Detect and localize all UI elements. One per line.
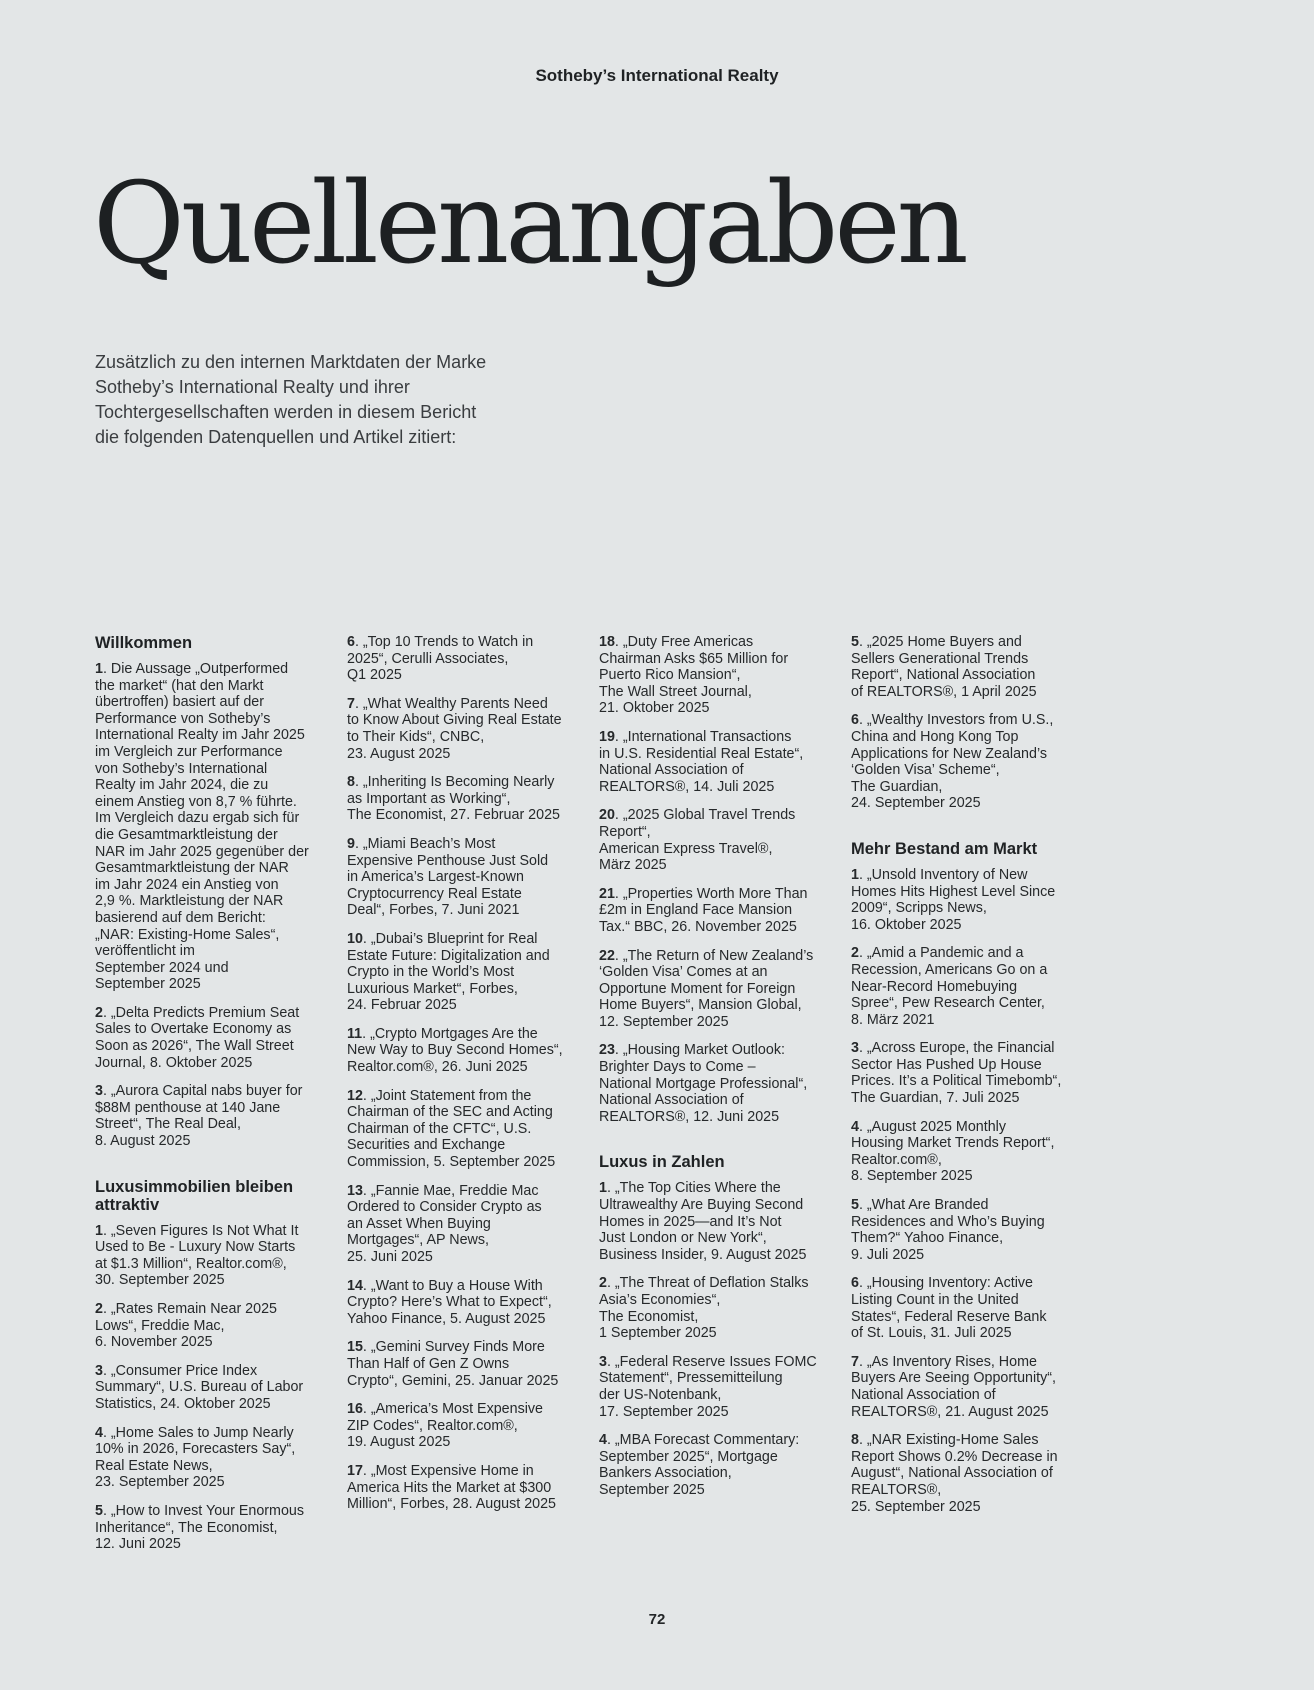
source-number: 15 [347,1339,363,1356]
source-line: 17. September 2025 [599,1403,729,1420]
source-line: 12. September 2025 [599,1013,729,1030]
source-line: Business Insider, 9. August 2025 [599,1246,807,1263]
source-line: 9. Juli 2025 [851,1246,925,1263]
source-entry: 7. „As Inventory Rises, Home Buyers Are Seeing Opportunity“, National Association of REALTORS®, 21. August 2025 [851,1353,1057,1420]
source-line: Report“, [599,823,651,840]
source-line: September 2025 [95,976,201,993]
source-line: Im Vergleich dazu ergab sich für [95,810,300,827]
source-entry: 19. „International Transactions in U.S. Residential Real Estate“, National Association of REALTORS®, 14. Juli 2025 [599,728,804,795]
source-line: NAR im Jahr 2025 gegenüber der [95,843,309,860]
source-line: „2025 Global Travel Trends [622,807,796,824]
source-entry: 18. „Duty Free Americas Chairman Asks $65 Million for Puerto Rico Mansion“, The Wall Street Journal, 21. Oktober 2025 [599,634,789,717]
source-line: im Jahr 2024 ein Anstieg von [95,876,279,893]
source-line: Asia’s Economies“, [599,1292,721,1308]
source-number: 14 [347,1277,363,1294]
source-line: im Vergleich zur Performance [95,743,283,760]
source-line: The Economist, [599,1308,699,1325]
source-line: „Joint Statement from the [370,1087,532,1104]
source-line: „What Are Branded [866,1197,989,1214]
source-line: ‘Golden Visa’ Comes at an [599,964,768,981]
source-line: Chairman of the CFTC“, U.S. [347,1120,532,1137]
section-heading: Mehr Bestand am Markt [851,839,1038,858]
intro-line: Tochtergesellschaften werden in diesem Bericht [95,402,477,422]
source-line: die Gesamtmarktleistung der [95,826,278,843]
source-line: ZIP Codes“, Realtor.com®, [347,1417,518,1434]
source-entry: 8. „Inheriting Is Becoming Nearly as Important as Working“, The Economist, 27. Februar 2025 [347,774,560,824]
sources-column-4 [851,634,1089,1527]
source-line: „Fannie Mae, Freddie Mac [370,1182,539,1199]
source-line: The Wall Street Journal, [599,683,752,700]
source-line: „Properties Worth More Than [622,885,808,902]
source-entry: 20. „2025 Global Travel Trends Report“, American Express Travel®, März 2025 [599,807,796,874]
source-number: 5 [851,1197,859,1214]
intro-line: Zusätzlich zu den internen Marktdaten der Marke [95,352,487,372]
source-line: „Gemini Survey Finds More [370,1339,545,1356]
source-line: „Home Sales to Jump Nearly [110,1424,294,1441]
source-line: Sector Has Pushed Up House [851,1056,1042,1073]
source-line: Securities and Exchange [347,1137,506,1154]
source-line: States“, Federal Reserve Bank [851,1308,1047,1325]
source-number: 3 [95,1083,103,1100]
source-line: „America’s Most Expensive [370,1401,544,1418]
source-line: Them?“ Yahoo Finance, [851,1230,1004,1247]
source-entry: 9. „Miami Beach’s Most Expensive Penthouse Just Sold in America’s Largest-Known Cryptocurrency Real Estate Deal“, Forbes, 7. Juni 2021 [347,835,549,919]
source-line: „NAR Existing-Home Sales [866,1432,1039,1449]
source-number: 17 [347,1462,363,1479]
source-line: „Across Europe, the Financial [866,1040,1055,1057]
source-line: Statistics, 24. Oktober 2025 [95,1395,271,1412]
source-entry: 23. „Housing Market Outlook: Brighter Days to Come – National Mortgage Professional“, National Association of REALTORS®, 12. Juni 2025 [599,1042,808,1125]
source-line: 30. September 2025 [95,1272,225,1289]
source-line: 24. September 2025 [851,795,981,812]
source-line: „Crypto Mortgages Are the [370,1025,538,1042]
brand-header: Sotheby’s International Realty [535,66,779,85]
source-line: „Miami Beach’s Most [362,835,496,852]
source-entry: 5. „How to Invest Your Enormous Inheritance“, The Economist, 12. Juni 2025 [95,1502,305,1553]
source-line: „Aurora Capital nabs buyer for [110,1083,303,1100]
source-number: 5 [851,634,859,650]
source-line: Summary“, U.S. Bureau of Labor [95,1379,304,1396]
source-line: Applications for New Zealand’s [851,745,1048,762]
source-number: 21 [599,885,615,902]
source-line: Homes in 2025—and It’s Not [599,1213,782,1230]
source-line: Expensive Penthouse Just Sold [347,852,549,869]
source-entry: 3. „Federal Reserve Issues FOMC Statement“, Pressemitteilung der US-Notenbank, 17. September 2025 [599,1353,817,1420]
source-line: Yahoo Finance, 5. August 2025 [347,1310,546,1327]
source-line: £2m in England Face Mansion [599,902,793,919]
source-line: American Express Travel®, [599,840,773,857]
source-number: 6 [851,1275,859,1292]
source-line: 8. September 2025 [851,1168,973,1185]
section-heading: Willkommen [95,634,193,652]
source-line: Die Aussage „Outperformed [110,661,289,677]
source-line: Home Buyers“, Mansion Global, [599,997,802,1014]
source-number: 16 [347,1401,363,1418]
source-line: National Association of [599,762,744,779]
page-title: Quellenangaben [93,159,965,289]
source-number: 1 [95,661,103,677]
source-line: $88M penthouse at 140 Jane [95,1099,281,1116]
source-line: Street“, The Real Deal, [95,1116,241,1133]
source-line: 8. August 2025 [95,1133,191,1150]
source-line: 24. Februar 2025 [347,997,457,1014]
source-line: Puerto Rico Mansion“, [599,667,741,684]
source-line: 2,9 %. Marktleistung der NAR [95,893,284,910]
source-line: REALTORS®, 21. August 2025 [851,1403,1049,1420]
source-entry: 1. „Seven Figures Is Not What It Used to Be - Luxury Now Starts at $1.3 Million“, Realtor.com®, 30. September 2025 [95,1222,299,1289]
source-line: Real Estate News, [95,1457,213,1474]
source-entry: 2. „The Threat of Deflation Stalks Asia’s Economies“, The Economist, 1 September 2025 [599,1275,809,1342]
source-line: „Top 10 Trends to Watch in [362,634,534,650]
source-entry: 22. „The Return of New Zealand’s ‘Golden Visa’ Comes at an Opportune Moment for Foreign Home Buyers“, Mansion Global, 12. September 2025 [599,947,814,1030]
source-number: 1 [599,1180,607,1197]
source-entry: 17. „Most Expensive Home in America Hits the Market at $300 Million“, Forbes, 28. August 2025 [347,1462,557,1513]
source-line: of REALTORS®, 1 April 2025 [851,683,1037,700]
source-line: Buyers Are Seeing Opportunity“, [851,1370,1057,1387]
source-number: 11 [347,1025,363,1042]
source-number: 7 [347,695,355,712]
source-entry: 6. „Top 10 Trends to Watch in 2025“, Cerulli Associates, Q1 2025 [347,634,534,684]
source-number: 8 [347,774,355,791]
source-line: August“, National Association of [851,1465,1053,1482]
source-entry: 1. „The Top Cities Where the Ultrawealthy Are Buying Second Homes in 2025—and It’s Not Just London or New York“, Business Insider, 9. August 2025 [599,1180,807,1263]
intro-text [95,350,535,450]
source-line: Commission, 5. September 2025 [347,1154,556,1171]
source-number: 22 [599,947,615,964]
source-line: America Hits the Market at $300 [347,1479,552,1496]
source-line: 10% in 2026, Forecasters Say“, [95,1441,296,1458]
source-number: 1 [95,1222,103,1239]
source-line: übertroffen) basiert auf der [95,694,265,711]
intro-line: die folgenden Datenquellen und Artikel zitiert: [95,427,457,447]
source-line: einem Anstieg von 8,7 % führte. [95,793,297,810]
source-line: „Dubai’s Blueprint for Real [370,930,538,947]
source-line: The Guardian, [851,778,943,795]
source-line: Tax.“ BBC, 26. November 2025 [599,918,797,935]
source-line: Soon as 2026“, The Wall Street [95,1038,294,1055]
source-entry: 14. „Want to Buy a House With Crypto? Here’s What to Expect“, Yahoo Finance, 5. August 2025 [347,1277,552,1327]
source-line: REALTORS®, 14. Juli 2025 [599,778,775,795]
source-entry: 7. „What Wealthy Parents Need to Know About Giving Real Estate to Their Kids“, CNBC, 23. August 2025 [347,695,562,762]
source-line: 6. November 2025 [95,1334,213,1351]
source-number: 12 [347,1087,363,1104]
source-entry: 2. „Amid a Pandemic and a Recession, Americans Go on a Near-Record Homebuying Spree“, Pew Research Center, 8. März 2021 [851,945,1048,1028]
source-line: 19. August 2025 [347,1434,451,1451]
source-line: „How to Invest Your Enormous [110,1502,305,1519]
source-line: 23. August 2025 [347,745,451,762]
source-line: to Their Kids“, CNBC, [347,728,485,745]
source-line: „Consumer Price Index [110,1362,258,1379]
source-entry: 8. „NAR Existing-Home Sales Report Shows 0.2% Decrease in August“, National Association of REALTORS®, 25. September 2025 [851,1432,1058,1515]
source-line: „Housing Inventory: Active [866,1275,1033,1292]
source-line: Luxurious Market“, Forbes, [347,980,518,997]
source-line: 23. September 2025 [95,1474,225,1491]
source-line: Than Half of Gen Z Owns [347,1355,510,1372]
source-number: 4 [599,1432,607,1449]
source-number: 3 [851,1040,859,1057]
source-line: basierend auf dem Bericht: [95,909,266,926]
section-heading: Luxusimmobilien bleiben attraktiv [95,1177,294,1214]
source-line: „The Top Cities Where the [614,1180,781,1197]
source-entry: 16. „America’s Most Expensive ZIP Codes“, Realtor.com®, 19. August 2025 [347,1401,544,1451]
source-line: Statement“, Pressemitteilung [599,1370,783,1387]
source-line: Chairman of the SEC and Acting [347,1104,553,1121]
source-line: „Seven Figures Is Not What It [110,1222,299,1239]
source-line: März 2025 [599,857,667,874]
source-number: 2 [95,1004,103,1021]
source-line: September 2024 und [95,959,229,976]
source-entry: 4. „Home Sales to Jump Nearly 10% in 2026, Forecasters Say“, Real Estate News, 23. September 2025 [95,1424,296,1491]
source-line: Chairman Asks $65 Million for [599,650,789,667]
source-line: at $1.3 Million“, Realtor.com®, [95,1255,287,1272]
source-line: Report“, National Association [851,667,1036,684]
source-line: „What Wealthy Parents Need [362,695,548,712]
source-line: National Association of [851,1386,996,1403]
source-line: New Way to Buy Second Homes“, [347,1042,563,1059]
intro-line: Sotheby’s International Realty und ihrer [95,377,410,397]
source-number: 13 [347,1182,363,1199]
source-line: Residences and Who’s Buying [851,1213,1045,1230]
source-line: Inheritance“, The Economist, [95,1519,278,1536]
source-line: „The Return of New Zealand’s [622,947,814,964]
source-line: „Inheriting Is Becoming Nearly [362,774,555,791]
source-line: REALTORS®, [851,1481,942,1498]
source-line: as Important as Working“, [347,790,511,807]
source-line: „Delta Predicts Premium Seat [110,1004,300,1021]
source-line: Crypto in the World’s Most [347,964,515,981]
source-line: „Housing Market Outlook: [622,1042,785,1059]
source-number: 1 [851,866,859,883]
source-entry: 3. „Across Europe, the Financial Sector Has Pushed Up House Prices. It’s a Political Timebomb“, The Guardian, 7. Juli 2025 [851,1040,1062,1107]
source-entry: 11. „Crypto Mortgages Are the New Way to Buy Second Homes“, Realtor.com®, 26. Juni 2025 [347,1025,563,1076]
source-number: 18 [599,634,615,650]
source-line: „Want to Buy a House With [370,1277,543,1294]
source-line: National Association of [599,1092,744,1109]
source-number: 4 [851,1118,859,1135]
source-line: 25. Juni 2025 [347,1249,433,1265]
source-line: 25. September 2025 [851,1498,981,1515]
source-line: September 2025 [599,1481,705,1498]
source-line: Spree“, Pew Research Center, [851,995,1045,1012]
source-number: 2 [599,1275,607,1292]
source-line: 16. Oktober 2025 [851,916,962,933]
source-entry: 4. „MBA Forecast Commentary: September 2025“, Mortgage Bankers Association, September 2025 [599,1432,800,1498]
source-line: „International Transactions [622,728,792,745]
source-line: Housing Market Trends Report“, [851,1135,1055,1152]
source-line: Sellers Generational Trends [851,650,1029,667]
sources-column-3 [599,634,837,1511]
source-line: ‘Golden Visa’ Scheme“, [851,762,1000,779]
source-entry: 6. „Housing Inventory: Active Listing Count in the United States“, Federal Reserve Bank of St. Louis, 31. Juli 2025 [851,1275,1047,1342]
source-entry: 3. „Aurora Capital nabs buyer for $88M penthouse at 140 Jane Street“, The Real Deal, 8. August 2025 [95,1083,303,1150]
source-line: Performance von Sotheby’s [95,710,271,727]
source-line: Opportune Moment for Foreign [599,980,796,997]
source-entry: 4. „August 2025 Monthly Housing Market Trends Report“, Realtor.com®, 8. September 2025 [851,1118,1055,1185]
source-line: Deal“, Forbes, 7. Juni 2021 [347,902,520,919]
source-line: Crypto? Here’s What to Expect“, [347,1294,552,1311]
source-number: 6 [347,634,355,650]
source-line: 21. Oktober 2025 [599,700,710,717]
source-line: 12. Juni 2025 [95,1536,181,1553]
source-line: in America’s Largest-Known [347,869,524,886]
source-line: The Economist, 27. Februar 2025 [347,807,560,824]
source-entry: 1. Die Aussage „Outperformed the market“ (hat den Markt übertroffen) basiert auf der Performance von Sotheby’s International Realty im Jahr 2025 im Vergleich zur Performance von Sotheby’s International Realty im Jahr 2024, die zu einem Anstieg von 8,7 % führte. Im Vergleich dazu ergab sich für die Gesamtmarktleistung der NAR im Jahr 2025 gegenüber der Gesamtmarktleistung der NAR im Jahr 2024 ein Anstieg von 2,9 %. Marktleistung der NAR basierend auf dem Bericht: „NAR: Existing-Home Sales“, veröffentlicht im September 2024 und September 2025 [95,661,309,993]
source-line: „2025 Home Buyers and [866,634,1022,650]
source-line: „Amid a Pandemic and a [866,945,1024,962]
source-line: The Guardian, 7. Juli 2025 [851,1090,1020,1107]
source-line: Estate Future: Digitalization and [347,947,550,964]
source-entry: 3. „Consumer Price Index Summary“, U.S. Bureau of Labor Statistics, 24. Oktober 2025 [95,1362,304,1412]
source-line: Listing Count in the United [851,1292,1019,1308]
source-number: 19 [599,728,615,745]
source-line: „Unsold Inventory of New [866,866,1028,883]
source-entry: 12. „Joint Statement from the Chairman of the SEC and Acting Chairman of the CFTC“, U.S. Securities and Exchange Commission, 5. September 2025 [347,1087,556,1171]
source-line: Realtor.com®, 26. Juni 2025 [347,1059,528,1076]
source-line: of St. Louis, 31. Juli 2025 [851,1325,1012,1342]
source-line: Gesamtmarktleistung der NAR [95,860,289,877]
source-line: „Federal Reserve Issues FOMC [614,1353,817,1370]
source-line: veröffentlicht im [95,943,195,960]
source-number: 4 [95,1424,103,1441]
source-number: 20 [599,807,615,824]
source-entry: 2. „Delta Predicts Premium Seat Sales to Overtake Economy as Soon as 2026“, The Wall Street Journal, 8. Oktober 2025 [95,1004,300,1071]
source-line: 2009“, Scripps News, [851,900,987,917]
source-line: „August 2025 Monthly [866,1118,1006,1135]
source-entry: 1. „Unsold Inventory of New Homes Hits Highest Level Since 2009“, Scripps News, 16. Oktober 2025 [851,866,1056,933]
source-line: Crypto“, Gemini, 25. Januar 2025 [347,1372,559,1389]
source-number: 8 [851,1432,859,1449]
source-line: the market“ (hat den Markt [95,677,264,694]
page-number: 72 [648,1611,666,1628]
source-line: in U.S. Residential Real Estate“, [599,745,804,762]
source-line: „The Threat of Deflation Stalks [614,1275,809,1292]
source-line: Q1 2025 [347,667,402,684]
source-number: 10 [347,930,363,947]
source-number: 6 [851,712,859,729]
source-line: Journal, 8. Oktober 2025 [95,1054,253,1071]
source-line: REALTORS®, 12. Juni 2025 [599,1108,780,1125]
source-line: „Duty Free Americas [622,634,754,650]
source-line: Ultrawealthy Are Buying Second [599,1197,804,1214]
source-number: 23 [599,1042,615,1059]
source-number: 9 [347,835,355,852]
source-number: 2 [851,945,859,962]
source-number: 2 [95,1301,103,1317]
source-entry: 5. „2025 Home Buyers and Sellers Generational Trends Report“, National Association of REALTORS®, 1 April 2025 [851,634,1037,700]
source-line: der US-Notenbank, [599,1386,722,1403]
source-number: 3 [599,1353,607,1370]
sources-column-1 [95,634,333,1565]
source-line: Realtor.com®, [851,1151,942,1168]
source-line: September 2025“, Mortgage [599,1448,778,1465]
source-entry: 6. „Wealthy Investors from U.S., China and Hong Kong Top Applications for New Zealand’s ‘Golden Visa’ Scheme“, The Guardian, 24. September 2025 [851,712,1054,812]
source-line: to Know About Giving Real Estate [347,712,562,729]
source-entry: 13. „Fannie Mae, Freddie Mac Ordered to Consider Crypto as an Asset When Buying Mortgages“, AP News, 25. Juni 2025 [347,1182,542,1265]
source-line: China and Hong Kong Top [851,728,1019,745]
source-line: „Most Expensive Home in [370,1462,534,1479]
source-entry: 5. „What Are Branded Residences and Who’s Buying Them?“ Yahoo Finance, 9. Juli 2025 [851,1197,1045,1263]
source-entry: 15. „Gemini Survey Finds More Than Half of Gen Z Owns Crypto“, Gemini, 25. Januar 2025 [347,1339,559,1389]
source-number: 3 [95,1362,103,1379]
source-line: Ordered to Consider Crypto as [347,1199,542,1216]
source-line: an Asset When Buying [347,1215,491,1232]
source-entry: 2. „Rates Remain Near 2025 Lows“, Freddie Mac, 6. November 2025 [95,1301,277,1351]
source-line: Recession, Americans Go on a [851,961,1048,978]
source-line: Sales to Overtake Economy as [95,1021,292,1038]
source-line: „Wealthy Investors from U.S., [866,712,1054,729]
source-number: 5 [95,1502,103,1519]
source-line: National Mortgage Professional“, [599,1075,808,1092]
source-line: Prices. It’s a Political Timebomb“, [851,1073,1062,1090]
source-line: Mortgages“, AP News, [347,1232,489,1249]
source-entry: 10. „Dubai’s Blueprint for Real Estate Future: Digitalization and Crypto in the World’s Most Luxurious Market“, Forbes, 24. Februar 2025 [347,930,550,1014]
source-line: Just London or New York“, [599,1230,767,1247]
source-line: Near-Record Homebuying [851,978,1018,995]
source-line: 8. März 2021 [851,1011,935,1028]
source-line: Cryptocurrency Real Estate [347,885,522,902]
source-line: „As Inventory Rises, Home [866,1353,1037,1370]
source-line: Homes Hits Highest Level Since [851,883,1056,900]
source-line: Used to Be - Luxury Now Starts [95,1239,296,1256]
source-line: 1 September 2025 [599,1325,717,1342]
sources-column-2 [347,634,585,1525]
source-line: „NAR: Existing-Home Sales“, [95,926,280,943]
source-line: Bankers Association, [599,1465,732,1482]
source-line: Brighter Days to Come – [599,1059,756,1076]
source-line: International Realty im Jahr 2025 [95,727,305,744]
source-line: „MBA Forecast Commentary: [614,1432,800,1449]
source-line: „Rates Remain Near 2025 [110,1301,277,1317]
source-line: von Sotheby’s International [95,760,268,777]
source-number: 7 [851,1353,859,1370]
source-line: 2025“, Cerulli Associates, [347,650,509,667]
source-line: Realty im Jahr 2024, die zu [95,777,269,794]
source-line: Report Shows 0.2% Decrease in [851,1448,1058,1465]
source-line: Lows“, Freddie Mac, [95,1317,225,1334]
source-entry: 21. „Properties Worth More Than £2m in England Face Mansion Tax.“ BBC, 26. November 2025 [599,885,808,935]
source-line: Million“, Forbes, 28. August 2025 [347,1496,557,1513]
section-heading: Luxus in Zahlen [599,1153,725,1172]
